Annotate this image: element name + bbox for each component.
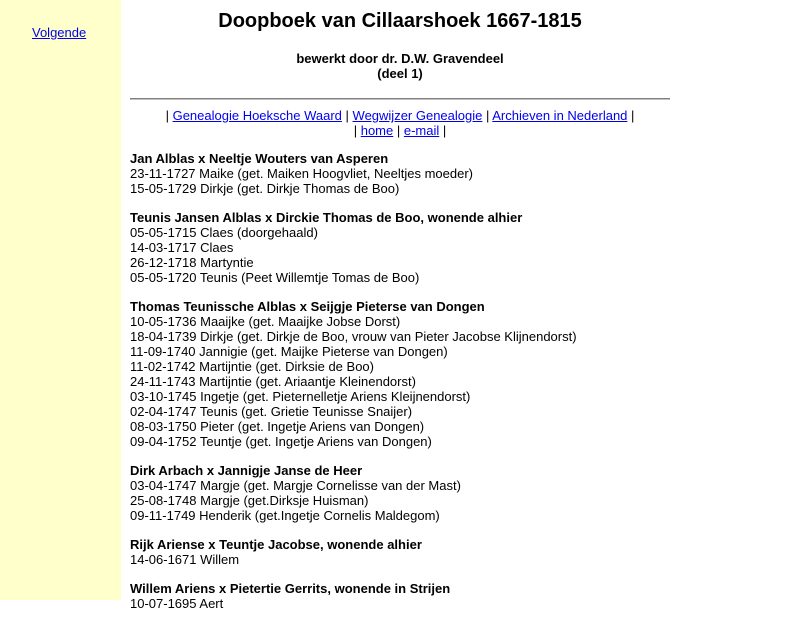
subtitle: [130, 51, 670, 81]
baptism-record: 09-04-1752 Teuntje (get. Ingetje Ariens van Dongen): [130, 434, 432, 449]
baptism-record: 15-05-1729 Dirkje (get. Dirkje Thomas de Boo): [130, 181, 400, 196]
baptism-record: 14-03-1717 Claes: [130, 240, 234, 255]
link-wegwijzer-genealogie[interactable]: Wegwijzer Genealogie: [352, 108, 483, 123]
link-home[interactable]: home: [360, 123, 394, 138]
link-email[interactable]: e-mail: [403, 123, 440, 138]
baptism-record: 10-07-1695 Aert: [130, 596, 224, 611]
baptism-record: 05-05-1715 Claes (doorgehaald): [130, 225, 318, 240]
nav-row-2: | home | e-mail |: [353, 123, 447, 138]
sidebar: [0, 0, 121, 600]
link-archieven-in-nederland[interactable]: Archieven in Nederland: [492, 108, 628, 123]
family-heading: Jan Alblas x Neeltje Wouters van Asperen: [130, 151, 389, 166]
family-heading: Rijk Ariense x Teuntje Jacobse, wonende alhier: [130, 537, 422, 552]
family-block: [130, 463, 670, 523]
baptism-record: 09-11-1749 Henderik (get.Ingetje Cornelis Maldegom): [130, 508, 440, 523]
family-heading: Willem Ariens x Pietertie Gerrits, wonende in Strijen: [130, 581, 451, 596]
baptism-record: 02-04-1747 Teunis (get. Grietie Teunisse Snaijer): [130, 404, 413, 419]
baptism-record: 25-08-1748 Margje (get.Dirksje Huisman): [130, 493, 369, 508]
link-genealogie-hoeksche-waard[interactable]: Genealogie Hoeksche Waard: [172, 108, 342, 123]
author-line: bewerkt door dr. D.W. Gravendeel: [296, 51, 504, 66]
family-block: [130, 581, 670, 611]
family-block: [130, 210, 670, 285]
family-heading: Thomas Teunissche Alblas x Seijgje Pieterse van Dongen: [130, 299, 485, 314]
baptism-record: 26-12-1718 Martyntie: [130, 255, 254, 270]
family-block: [130, 537, 670, 567]
baptism-entries: [130, 151, 670, 611]
nav-row-1: | Genealogie Hoeksche Waard | Wegwijzer Genealogie | Archieven in Nederland |: [165, 108, 635, 123]
baptism-record: 11-09-1740 Jannigie (get. Maijke Pieterse van Dongen): [130, 344, 448, 359]
baptism-record: 03-04-1747 Margje (get. Margje Cornelisse van der Mast): [130, 478, 461, 493]
baptism-record: 03-10-1745 Ingetje (get. Pieternelletje Ariens Kleijnendorst): [130, 389, 471, 404]
divider: [130, 98, 670, 100]
baptism-record: 18-04-1739 Dirkje (get. Dirkje de Boo, vrouw van Pieter Jacobse Klijnendorst): [130, 329, 577, 344]
baptism-record: 11-02-1742 Martijntie (get. Dirksie de Boo): [130, 359, 374, 374]
baptism-record: 05-05-1720 Teunis (Peet Willemtje Tomas de Boo): [130, 270, 420, 285]
nav-links: [130, 108, 670, 138]
baptism-record: 23-11-1727 Maike (get. Maiken Hoogvliet, Neeltjes moeder): [130, 166, 473, 181]
baptism-record: 10-05-1736 Maaijke (get. Maaijke Jobse Dorst): [130, 314, 401, 329]
baptism-record: 14-06-1671 Willem: [130, 552, 240, 567]
family-heading: Teunis Jansen Alblas x Dirckie Thomas de Boo, wonende alhier: [130, 210, 523, 225]
baptism-record: 08-03-1750 Pieter (get. Ingetje Ariens van Dongen): [130, 419, 425, 434]
family-block: [130, 151, 670, 196]
family-block: [130, 299, 670, 449]
part-line: (deel 1): [377, 66, 423, 81]
family-heading: Dirk Arbach x Jannigje Janse de Heer: [130, 463, 363, 478]
page-title: Doopboek van Cillaarshoek 1667-1815: [218, 10, 582, 32]
baptism-record: 24-11-1743 Martijntie (get. Ariaantje Kleinendorst): [130, 374, 416, 389]
next-link[interactable]: Volgende: [32, 25, 87, 40]
main-content: [130, 0, 670, 625]
